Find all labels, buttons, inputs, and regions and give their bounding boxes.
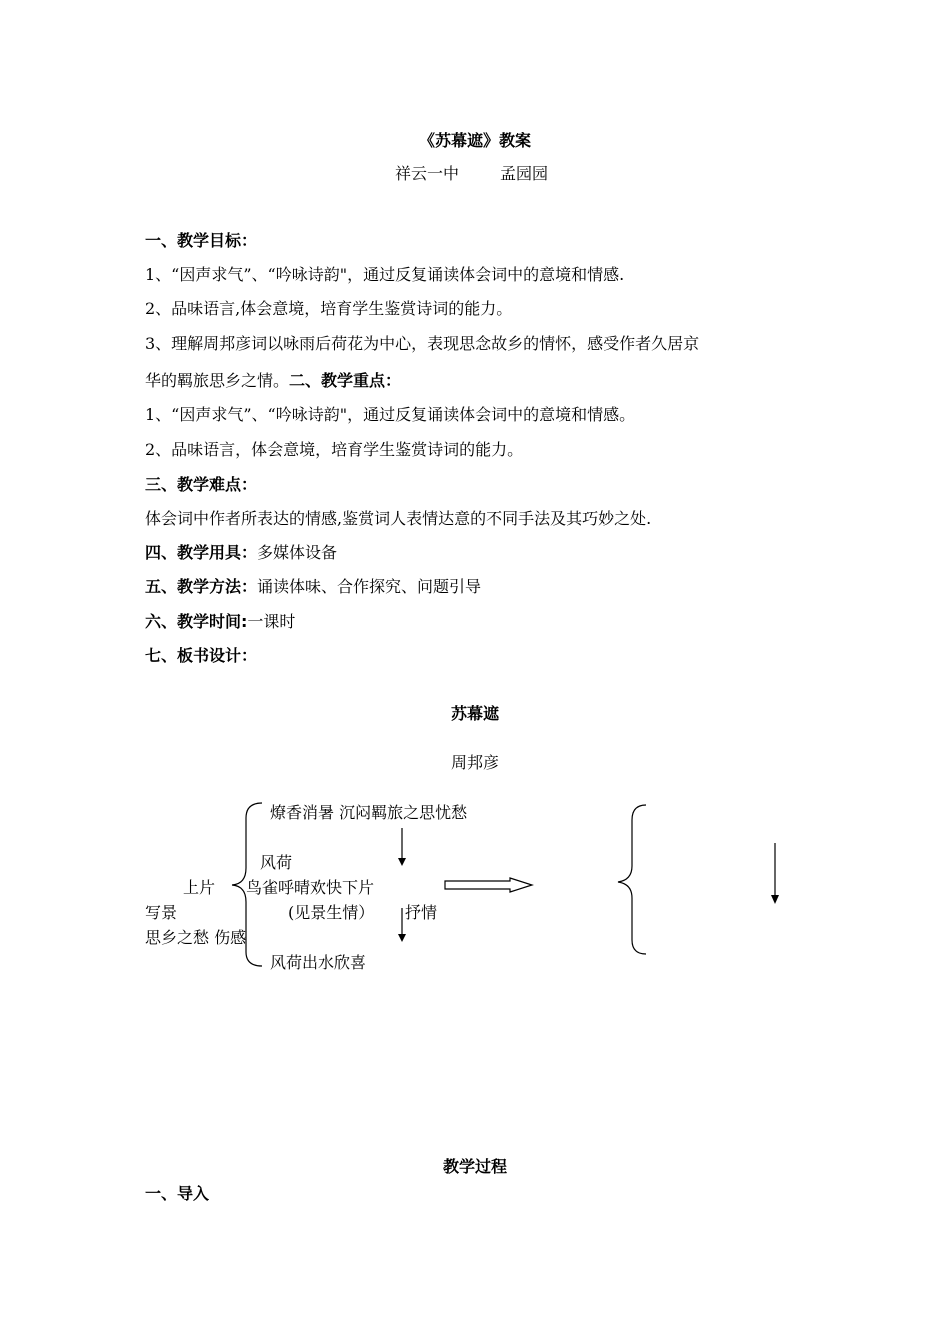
diagram-jianjing: (见景生情） (288, 903, 375, 922)
key-point-item: 2、品味语言，体会意境，培育学生鉴赏诗词的能力。 (145, 440, 524, 459)
objective-item-end: 华的羁旅思乡之情。 (145, 371, 290, 390)
left-brace (232, 803, 262, 966)
board-heading: 七、板书设计： (145, 646, 258, 665)
poet-name: 周邦彦 (450, 753, 499, 772)
objective-item: 3、理解周邦彦词以咏雨后荷花为中心，表现思念故乡的情怀，感受作者久居京 (145, 334, 700, 353)
poem-title: 苏幕遮 (450, 704, 499, 723)
difficulties-text: 体会词中作者所表达的情感,鉴赏词人表情达意的不同手法及其巧妙之处. (145, 509, 652, 528)
school-name: 祥云一中 (395, 164, 460, 183)
hollow-right-arrow (445, 878, 532, 892)
tools-heading: 四、教学用具： (145, 543, 258, 562)
diagram-line1: 燎香消暑 沉闷羁旅之思忧愁 (270, 803, 468, 822)
right-brace (618, 805, 646, 954)
author-name: 孟园园 (500, 164, 549, 183)
page-title: 《苏幕遮》教案 (418, 131, 531, 150)
objective-item: 2、品味语言,体会意境，培育学生鉴赏诗词的能力。 (145, 299, 513, 318)
diagram-fenghe: 风荷 (260, 853, 293, 872)
diagram-sixiang: 思乡之愁 伤感 (145, 928, 247, 947)
tools-text: 多媒体设备 (257, 543, 338, 562)
time-heading: 六、教学时间: (145, 612, 248, 631)
diagram-line-bottom: 风荷出水欣喜 (270, 953, 367, 972)
key-points-heading: 二、教学重点： (289, 371, 402, 390)
diagram-shuqing: 抒情 (405, 903, 438, 922)
process-heading: 教学过程 (442, 1157, 507, 1176)
down-arrow-2-head (398, 934, 406, 942)
methods-text: 诵读体味、合作探究、问题引导 (257, 577, 482, 596)
diagram-xiejing: 写景 (145, 903, 178, 922)
objective-item: 1、“因声求气”、“吟咏诗韵"，通过反复诵读体会词中的意境和情感. (145, 265, 625, 284)
diagram-line3: 鸟雀呼晴欢快下片 (246, 878, 375, 897)
time-text: 一课时 (247, 612, 296, 631)
down-arrow-3-head (771, 895, 779, 904)
down-arrow-1-head (398, 858, 406, 866)
diagram-shangpian: 上片 (183, 878, 216, 897)
key-point-item: 1、“因声求气”、“吟咏诗韵"，通过反复诵读体会词中的意境和情感。 (145, 405, 636, 424)
process-step-1: 一、导入 (145, 1184, 210, 1203)
difficulties-heading: 三、教学难点： (145, 475, 258, 494)
methods-heading: 五、教学方法： (145, 577, 258, 596)
objectives-heading: 一、教学目标： (145, 231, 258, 250)
